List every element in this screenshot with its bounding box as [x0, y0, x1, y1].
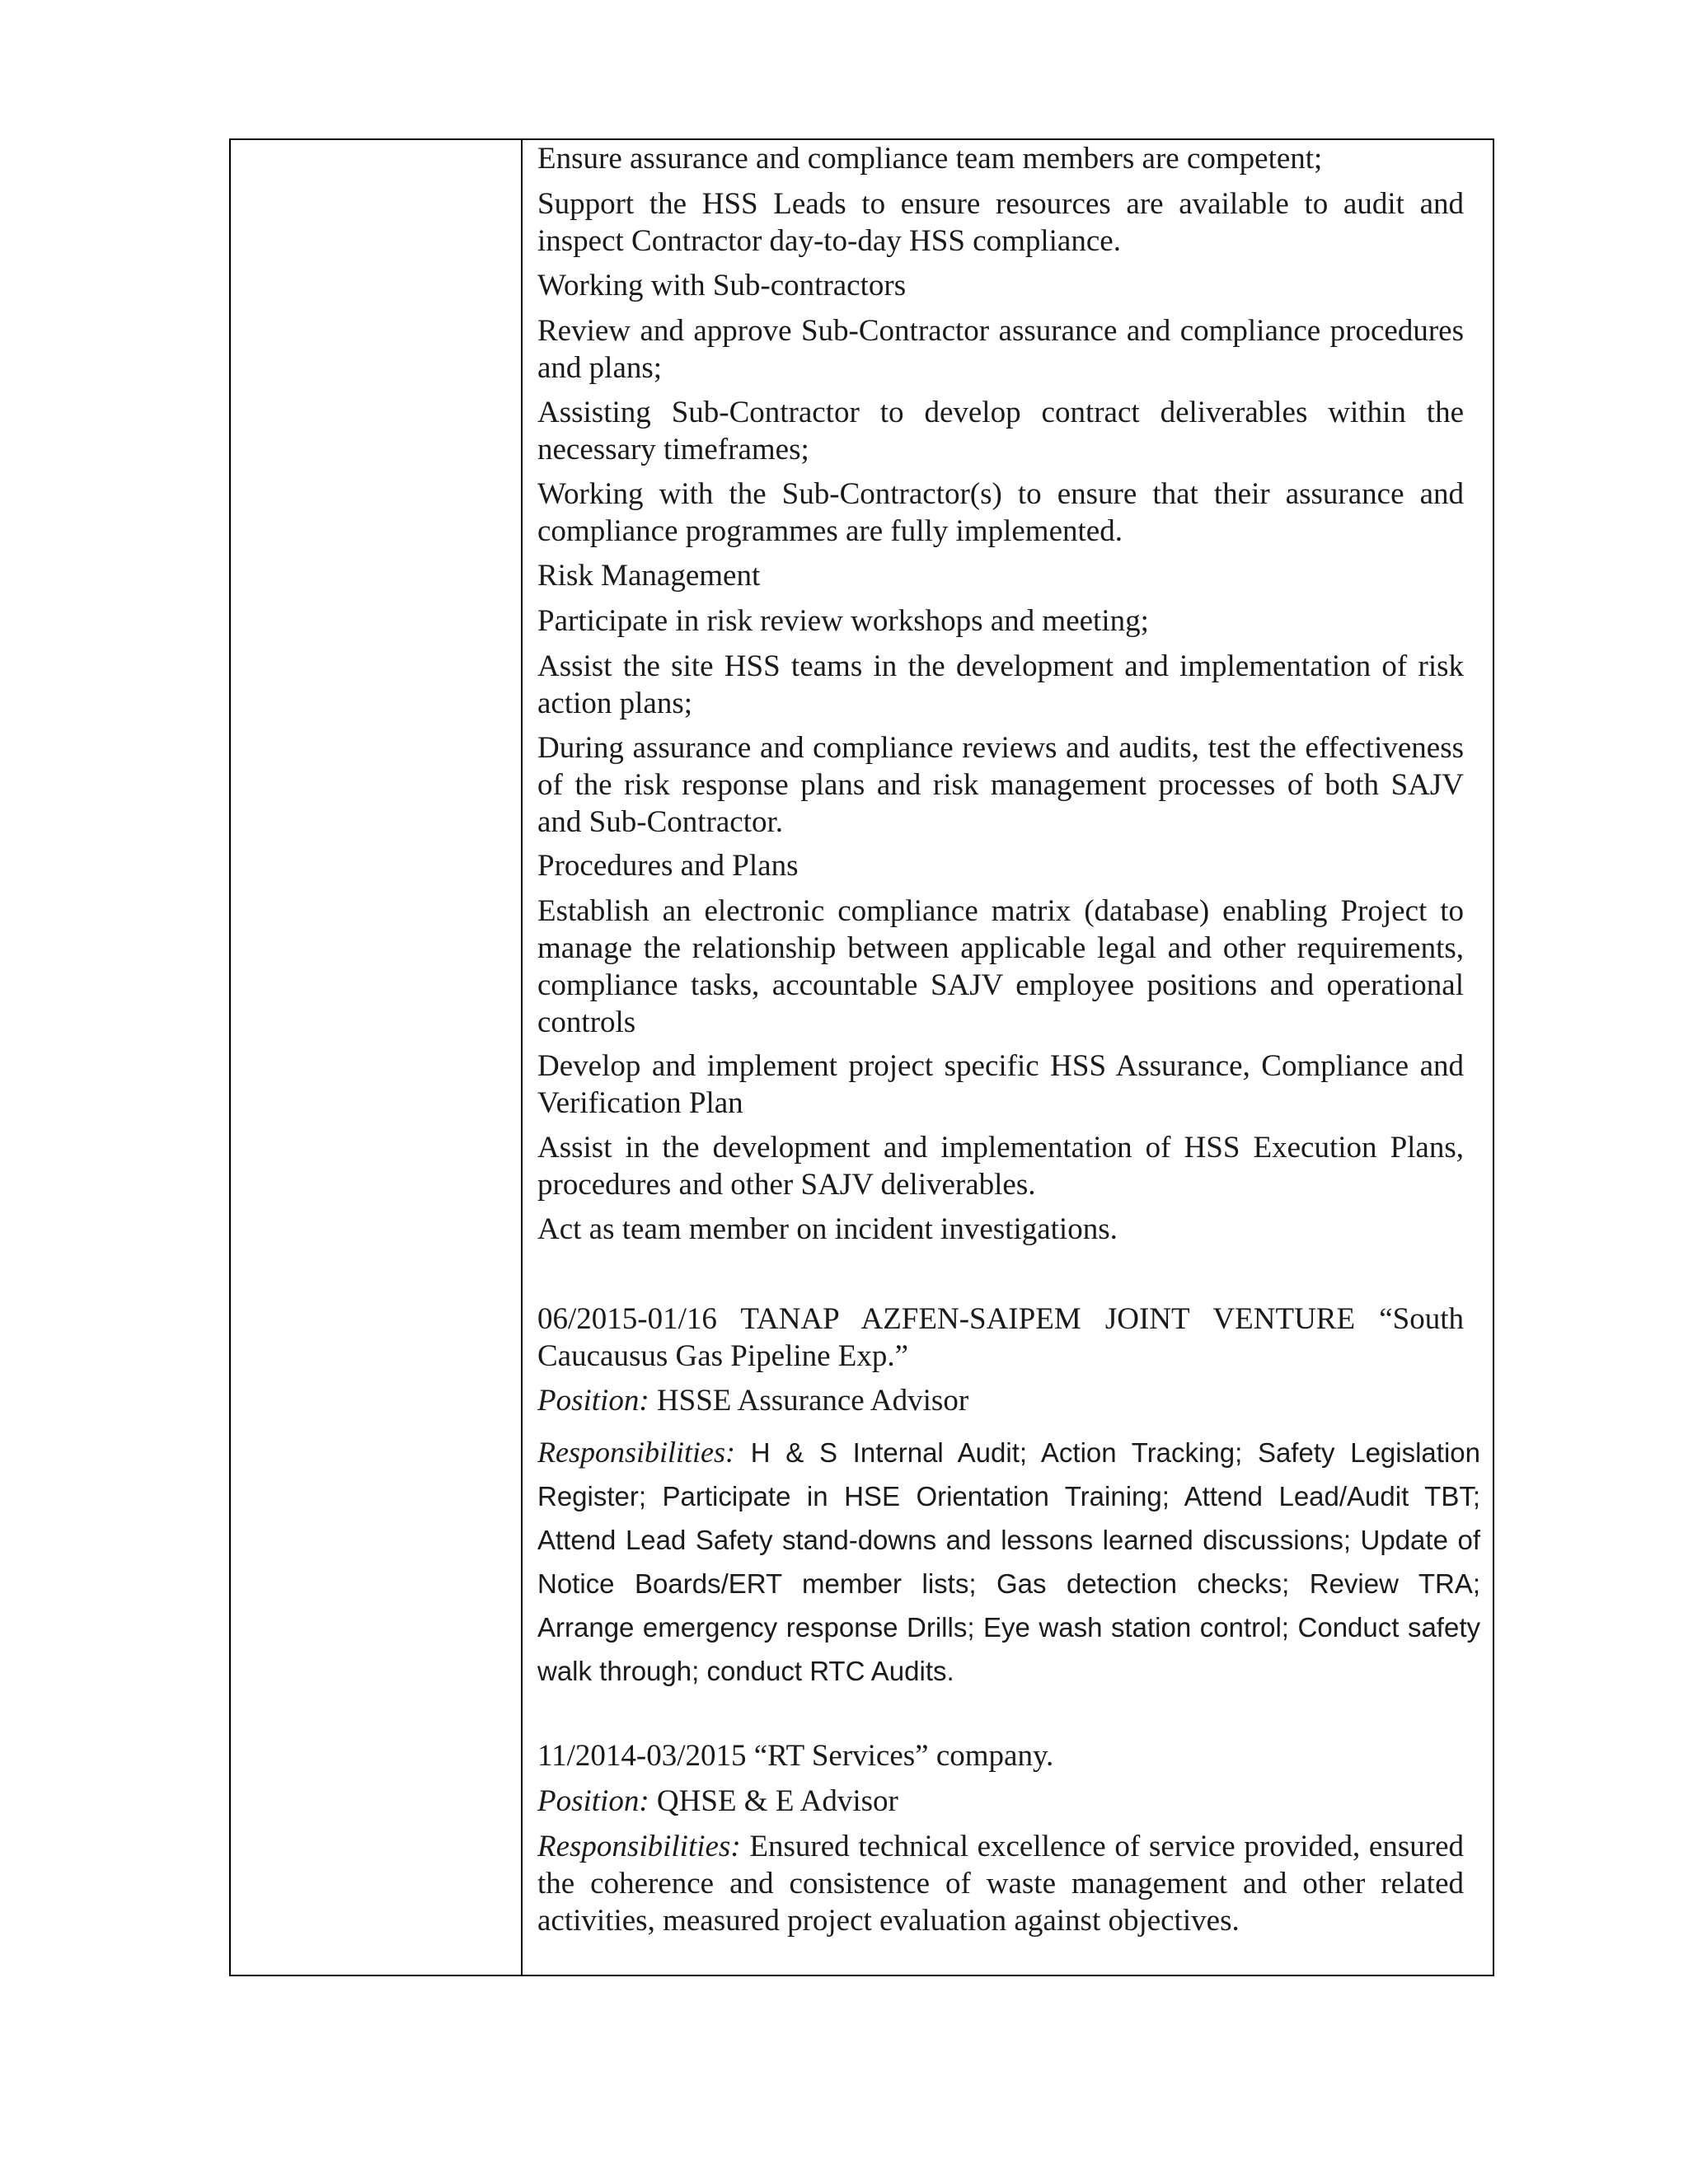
position-value: HSSE Assurance Advisor: [649, 1384, 969, 1418]
job-header: 11/2014-03/2015 “RT Services” company.: [537, 1739, 1054, 1773]
job-header: 06/2015-01/16 TANAP AZFEN-SAIPEM JOINT VENTURE “South Caucausus Gas Pipeline Exp.”: [537, 1302, 1464, 1373]
duty-item: Ensure assurance and compliance team members are competent;: [537, 142, 1323, 176]
duty-item: Working with the Sub-Contractor(s) to ensure that their assurance and compliance programmes are fully implemented.: [537, 477, 1464, 548]
job-position: [537, 1382, 1464, 1419]
duty-item: Support the HSS Leads to ensure resources are available to audit and inspect Contractor day-to-day HSS compliance.: [537, 187, 1464, 258]
duty-item: Review and approve Sub-Contractor assurance and compliance procedures and plans;: [537, 314, 1464, 385]
job-responsibilities: [537, 1431, 1480, 1693]
duty-item: Establish an electronic compliance matrix (database) enabling Project to manage the relationship between applicable legal and other requirements, compliance tasks, accountable SAJV employee positions and operational controls: [537, 894, 1464, 1039]
duty-item: Assist the site HSS teams in the development and implementation of risk action plans;: [537, 649, 1464, 720]
responsibilities-label: Responsibilities:: [537, 1830, 741, 1863]
experience-table: [229, 138, 1494, 1976]
duty-item: Develop and implement project specific HSS Assurance, Compliance and Verification Plan: [537, 1049, 1464, 1120]
table-left-column: [231, 140, 523, 1975]
responsibilities-label: Responsibilities:: [537, 1436, 735, 1469]
section-heading: Risk Management: [537, 559, 761, 593]
position-label: Position:: [537, 1384, 649, 1418]
duty-item: Act as team member on incident investigations.: [537, 1212, 1118, 1246]
duty-item: Assisting Sub-Contractor to develop contract deliverables within the necessary timeframes;: [537, 396, 1464, 466]
job-responsibilities: [537, 1828, 1464, 1939]
section-heading: Working with Sub-contractors: [537, 269, 907, 302]
duty-item: During assurance and compliance reviews and audits, test the effectiveness of the risk response plans and risk management processes of both SAJV and Sub-Contractor.: [537, 731, 1464, 839]
job-position: [537, 1783, 1464, 1820]
table-right-column: [524, 140, 1493, 1975]
position-label: Position:: [537, 1784, 649, 1818]
section-heading: Procedures and Plans: [537, 849, 799, 883]
position-value: QHSE & E Advisor: [649, 1784, 898, 1818]
duty-item: Assist in the development and implementation of HSS Execution Plans, procedures and other SAJV deliverables.: [537, 1131, 1464, 1202]
duty-item: Participate in risk review workshops and meeting;: [537, 604, 1149, 638]
responsibilities-value: Ensured technical excellence of service provided, ensured the coherence and consistence of waste management and other related activities, measured project evaluation against objectives.: [537, 1830, 1464, 1938]
responsibilities-value: H & S Internal Audit; Action Tracking; Safety Legislation Register; Participate in HSE Orientation Training; Attend Lead/Audit TBT; Attend Lead Safety stand-downs and lessons learned discussions; Update of Notice Boards/ERT member lists; Gas detection checks; Review TRA; Arrange emergency response Drills; Eye wash station control; Conduct safety walk through; conduct RTC Audits.: [537, 1437, 1480, 1686]
